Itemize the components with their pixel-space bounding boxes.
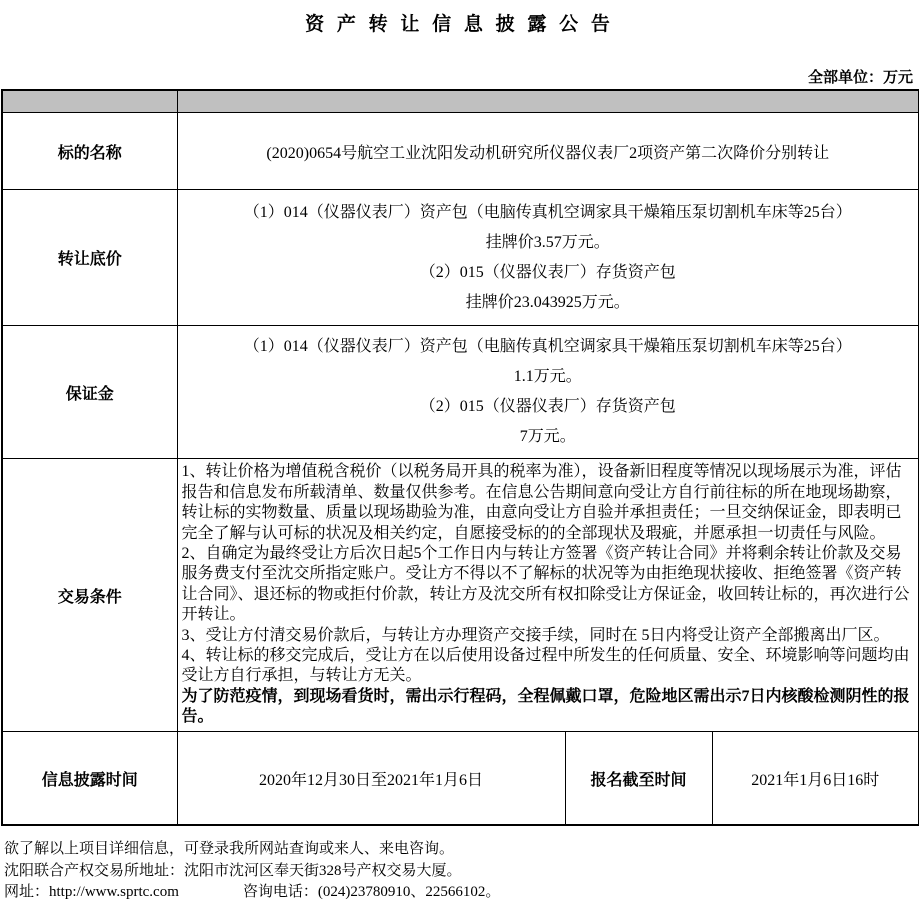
deadline-value: 2021年1月6日16时 bbox=[712, 732, 919, 826]
deposit-line: 1.1万元。 bbox=[513, 368, 582, 385]
condition-item: 4、转让标的移交完成后，受让方在以后使用设备过程中所发生的任何质量、安全、环境影响等问题均由受让方自行承担，与转让方无关。 bbox=[181, 647, 910, 685]
row-disclosure-time bbox=[2, 732, 919, 826]
base-price-value bbox=[177, 190, 919, 326]
phone-numbers: (024)23780910、22566102。 bbox=[317, 884, 501, 900]
condition-item: 2、自确定为最终受让方后次日起5个工作日内与转让方签署《资产转让合同》并将剩余转让价款及交易服务费支付至沈交所指定账户。受让方不得以不了解标的状况等为由拒绝现状接收、拒绝签署《资产转让合同》、退还标的物或拒付价款，转让方及沈交所有权扣除受让方保证金，收回转让标的，再次进行公开转让。 bbox=[181, 544, 910, 624]
footer bbox=[4, 839, 919, 904]
deposit-line: （2）015（仪器仪表厂）存货资产包 bbox=[419, 398, 676, 415]
website-url: http://www.sprtc.com bbox=[49, 884, 179, 900]
condition-item: 1、转让价格为增值税含税价（以税务局开具的税率为准），设备新旧程度等情况以现场展示为准，评估报告和信息发布所载清单、数量仅供参考。在信息公告期间意向受让方自行前往标的所在地现场勘察，转让标的实物数量、质量以现场勘验为准，由意向受让方自验并承担责任；一旦交纳保证金，即表明已完全了解与认可标的状况及相关约定，自愿接受标的的全部现状及瑕疵，并愿承担一切责任与风险。 bbox=[181, 463, 902, 542]
deadline-label: 报名截至时间 bbox=[565, 732, 712, 826]
disclosure-table bbox=[1, 89, 919, 826]
deposit-line: （1）014（仪器仪表厂）资产包（电脑传真机空调家具干燥箱压泵切割机车床等25台） bbox=[243, 338, 852, 355]
unit-note: 全部单位：万元 bbox=[807, 70, 913, 86]
deposit-line: 7万元。 bbox=[519, 428, 576, 445]
base-price-line: （1）014（仪器仪表厂）资产包（电脑传真机空调家具干燥箱压泵切割机车床等25台） bbox=[243, 203, 852, 221]
page-title: 资 产 转 让 信 息 披 露 公 告 bbox=[305, 14, 614, 35]
disclosure-time-label: 信息披露时间 bbox=[2, 732, 177, 826]
footer-contact-note: 欲了解以上项目详细信息，可登录我所网站查询或来人、来电咨询。 bbox=[4, 841, 455, 857]
deposit-label: 保证金 bbox=[2, 326, 177, 459]
deposit-value bbox=[177, 326, 919, 459]
condition-item: 3、受让方付清交易价款后，与转让方办理资产交接手续，同时在 5日内将受让资产全部搬离出厂区。 bbox=[181, 626, 890, 644]
base-price-label: 转让底价 bbox=[2, 190, 177, 326]
covid-notice: 为了防范疫情，到现场看货时，需出示行程码，全程佩戴口罩，危险地区需出示7日内核酸检测阴性的报告。 bbox=[181, 687, 910, 726]
website-label: 网址： bbox=[4, 884, 50, 900]
subject-name-value: (2020)0654号航空工业沈阳发动机研究所仪器仪表厂2项资产第二次降价分别转让 bbox=[177, 113, 919, 190]
subject-name-label: 标的名称 bbox=[2, 113, 177, 190]
conditions-label: 交易条件 bbox=[2, 459, 177, 732]
phone-label: 咨询电话： bbox=[242, 884, 318, 900]
header-cell-label bbox=[2, 90, 177, 113]
row-conditions bbox=[2, 459, 919, 732]
base-price-line: 挂牌价23.043925万元。 bbox=[465, 293, 630, 311]
conditions-value bbox=[177, 459, 919, 732]
footer-web-phone bbox=[4, 882, 919, 904]
base-price-line: （2）015（仪器仪表厂）存货资产包 bbox=[419, 263, 676, 281]
table-header-row bbox=[2, 90, 919, 113]
row-subject-name bbox=[2, 113, 919, 190]
disclosure-time-value: 2020年12月30日至2021年1月6日 bbox=[177, 732, 565, 826]
footer-address: 沈阳联合产权交易所地址：沈阳市沈河区奉天街328号产权交易大厦。 bbox=[4, 862, 462, 879]
header-cell-value bbox=[177, 90, 919, 113]
row-base-price bbox=[2, 190, 919, 326]
base-price-line: 挂牌价3.57万元。 bbox=[485, 233, 610, 251]
row-deposit bbox=[2, 326, 919, 459]
